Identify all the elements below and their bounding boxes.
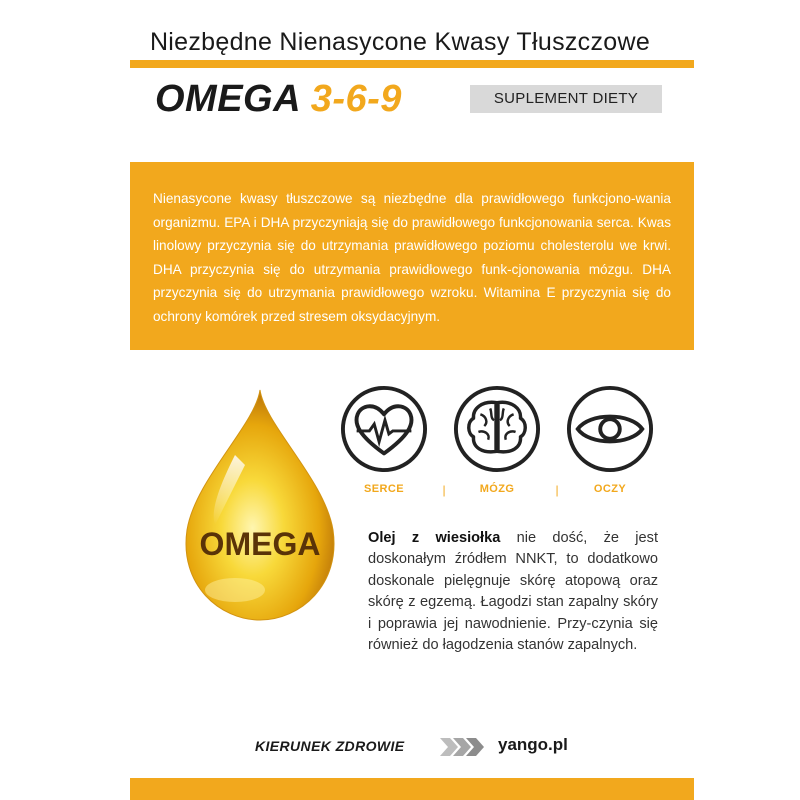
brand-prefix: OMEGA: [155, 78, 300, 120]
label-oczy: OCZY: [593, 483, 627, 495]
footer-slogan: KIERUNEK ZDROWIE: [255, 738, 405, 754]
separator: |: [555, 483, 559, 497]
oil-drop-icon: [175, 385, 345, 625]
footer-website[interactable]: yango.pl: [498, 735, 568, 754]
heart-icon: [340, 385, 428, 473]
drop-label: OMEGA: [199, 526, 321, 562]
top-divider: [130, 60, 694, 68]
description: [368, 528, 658, 656]
brand-numbers: 3-6-9: [310, 78, 402, 120]
benefit-icons: [330, 385, 670, 475]
benefit-labels: [330, 483, 670, 503]
description-bold: Olej z wiesiołka: [368, 530, 501, 546]
separator: |: [442, 483, 446, 497]
info-text: Nienasycone kwasy tłuszczowe są niezbędne dla prawidłowego funkcjono-wania organizmu. EPA i DHA przyczyniają się do prawidłowego funkcjonowania serca. Kwas linolowy przyczynia się do utrzymania prawidłowego poziomu cholesterolu we krwi. DHA przyczynia się do utrzymania prawidłowego funk-cjonowania mózgu. DHA przyczynia się do utrzymania prawidłowego wzroku. Witamina E przyczynia się do ochrony komórek przed stresem oksydacyjnym.: [153, 191, 671, 324]
description-text: nie dość, że jest doskonałym źródłem NNKT, to dodatkowo doskonale pielęgnuje skórę atopową oraz skórę z egzemą. Łagodzi stan zapalny skóry i poprawia jej nawodnienie. Przy-czynia się również do łagodzenia stanów zapalnych.: [368, 530, 658, 654]
label-serce: SERCE: [364, 483, 404, 495]
brand-heading: [155, 78, 402, 121]
eye-icon: [566, 385, 654, 473]
label-mozg: MÓZG: [479, 483, 515, 495]
chevrons-right-icon: [440, 738, 486, 756]
page-title: Niezbędne Nienasycone Kwasy Tłuszczowe: [149, 28, 651, 56]
brain-icon: [453, 385, 541, 473]
bottom-bar: [130, 778, 694, 800]
info-box: [130, 162, 694, 350]
supplement-badge: SUPLEMENT DIETY: [470, 85, 662, 113]
